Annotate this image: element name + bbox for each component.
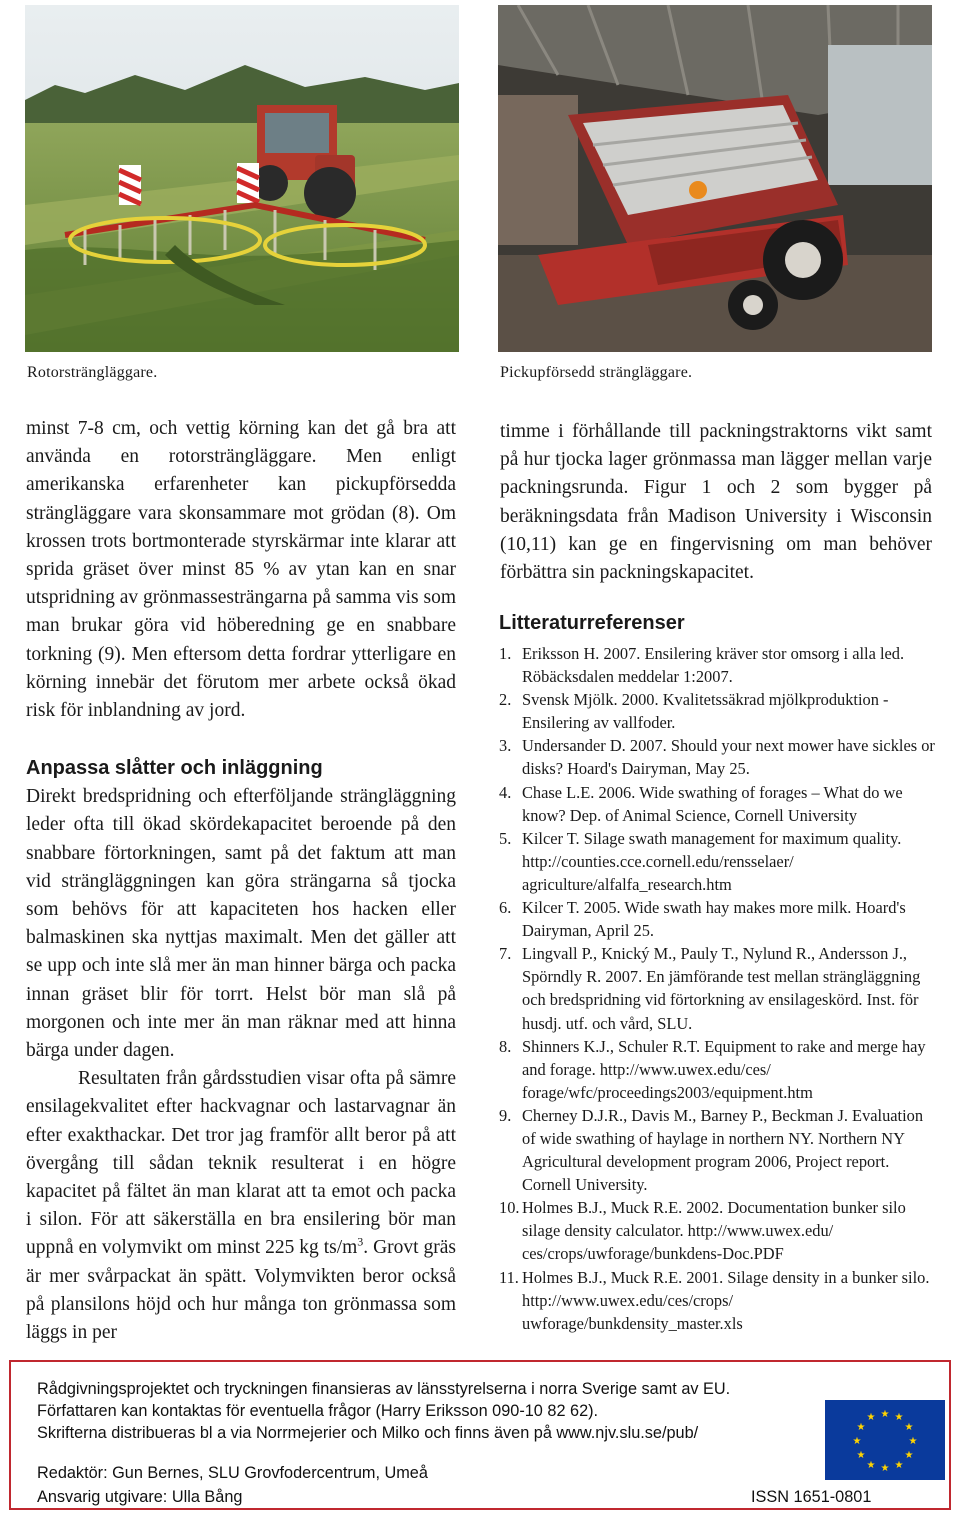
svg-text:★: ★ — [894, 1412, 904, 1423]
photo-caption-left: Rotorsträngläggare. — [27, 364, 158, 381]
svg-text:★: ★ — [904, 1450, 914, 1461]
footer-editor: Redaktör: Gun Bernes, SLU Grovfodercentrum, Umeå — [37, 1464, 428, 1482]
reference-item: 3. Undersander D. 2007. Should your next mower have sickles or disks? Hoard's Dairyman, May 25. — [499, 736, 935, 779]
footer-funding-line: Rådgivningsprojektet och tryckningen finansieras av länsstyrelserna i norra Sverige samt av EU. — [37, 1380, 731, 1398]
svg-text:★: ★ — [894, 1460, 904, 1471]
photo-pickup-swather — [498, 5, 932, 352]
svg-text:★: ★ — [880, 1409, 890, 1420]
svg-text:★: ★ — [880, 1463, 890, 1474]
reference-item: 6. Kilcer T. 2005. Wide swath hay makes more milk. Hoard's Dairyman, April 25. — [499, 898, 906, 941]
svg-text:★: ★ — [856, 1450, 866, 1461]
svg-text:★: ★ — [904, 1422, 914, 1433]
reference-item: 7. Lingvall P., Knický M., Pauly T., Nylund R., Andersson J., Spörndly R. 2007. En jämförande test mellan strängläggning och bredspridning vid förtorkning av ensilageskörd. Inst. för husdj. utf. och vård, SLU. — [499, 944, 921, 1033]
reference-item: 1. Eriksson H. 2007. Ensilering kräver stor omsorg i alla led. Röbäcksdalen meddelar 1:2007. — [499, 644, 905, 687]
right-column-paragraph: timme i förhållande till packningstraktorns vikt samt på hur tjocka lager grönmassa man lägger mellan varje packningsrunda. Figur 1 och 2 som bygger på beräkningsdata från Madison University i Wisconsin (10,11) kan ge en fingervisning om man behöver förbättra sin packningskapacitet. — [500, 421, 932, 584]
reference-item: 9. Cherney D.J.R., Davis M., Barney P., Beckman J. Evaluation of wide swathing of haylage in northern NY. Northern NY Agricultural development program 2006, Project report. Cornell University. — [499, 1105, 924, 1195]
photo-caption-right: Pickupförsedd strängläggare. — [500, 364, 693, 381]
reference-item: 5. Kilcer T. Silage swath management for maximum quality. http://counties.cce.cornell.edu/rensselaer/ agriculture/alfalfa_research.htm — [499, 828, 902, 894]
footer-issn: ISSN 1651-0801 — [751, 1488, 872, 1506]
svg-text:★: ★ — [852, 1436, 862, 1447]
svg-text:★: ★ — [856, 1422, 866, 1433]
photo-rotary-rake — [25, 5, 459, 352]
reference-item: 8. Shinners K.J., Schuler R.T. Equipment to rake and merge hay and forage. http://www.uwex.edu/ces/ forage/wfc/proceedings2003/equipment.htm — [499, 1036, 926, 1102]
svg-text:★: ★ — [866, 1460, 876, 1471]
svg-text:★: ★ — [908, 1436, 918, 1447]
footer-publisher: Ansvarig utgivare: Ulla Bång — [37, 1488, 243, 1506]
svg-text:★: ★ — [866, 1412, 876, 1423]
reference-item: 11. Holmes B.J., Muck R.E. 2001. Silage density in a bunker silo. http://www.uwex.edu/ces/crops/ uwforage/bunkdensity_master.xls — [499, 1267, 930, 1333]
reference-item: 2. Svensk Mjölk. 2000. Kvalitetssäkrad mjölkproduktion - Ensilering av vallfoder. — [499, 690, 889, 733]
reference-item: 4. Chase L.E. 2006. Wide swathing of forages – What do we know? Dep. of Animal Science, Cornell University — [499, 782, 903, 825]
paragraph: minst 7-8 cm, och vettig körning kan det gå bra att använda en rotorsträngläggare. Men enligt amerikanska erfarenheter kan pickupförsedda strängläggare vara skonsammare mot grödan (8). Om krossen trots bortmonterade styrskärmar inte klarar att sprida gräset över minst 85 % av ytan kan en snar utspridning av grönmassesträngarna på samma vis som man brukar göra vid höberedning ge en snabbare torkning (9). Men eftersom detta fordrar ytterligare en körning innebär det förutom mer arbete också ökad risk för inblandning av jord. — [26, 418, 456, 722]
section-heading: Anpassa slåtter och inläggning — [26, 757, 323, 780]
left-column — [26, 415, 456, 1347]
references-list — [499, 642, 939, 1335]
eu-flag-icon — [825, 1400, 945, 1480]
reference-item: 10. Holmes B.J., Muck R.E. 2002. Documentation bunker silo silage density calculator. http://www.uwex.edu/ ces/crops/uwforage/bunkdens-Doc.PDF — [499, 1198, 906, 1264]
footer-distribution-line: Skrifterna distribueras bl a via Norrmejerier och Milko och finns även på www.njv.slu.se/pub/ — [37, 1424, 699, 1442]
footer-contact-line: Författaren kan kontaktas för eventuella frågor (Harry Eriksson 090-10 82 62). — [37, 1402, 599, 1420]
paragraph: Resultaten från gårdsstudien visar ofta på sämre ensilagekvalitet efter hackvagnar och lastarvagnar än efter exakthackar. Det tror jag framför allt beror på att övergång till sådan teknik resulterat i en högre kapacitet på fältet än man klarat att ta emot och packa i silon. För att säkerställa en bra ensilering bör man uppnå en volymvikt om minst 225 kg $ts/m^3$. Grovt gräs är mer svårpackat än spätt. Volymvikten beror också på plansilons höjd och hur många ton grönmassa som läggs in per — [26, 1068, 456, 1344]
paragraph: Direkt bredspridning och efterföljande strängläggning leder ofta till ökad skördekapacitet beroende på den snabbare förtorkningen, samt på det faktum att man vid strängläggningen kan göra strängarna så tjocka som behövs för att kapaciteten hos hacken eller balmaskinen ska nyttjas maximalt. Men det gäller att se upp och inte slå mer än man hinner bärga och packa innan gräset blir för torrt. Helst bör man slå på morgonen och inte mer än man räknar med att hinna bärga under dagen. — [26, 786, 456, 1062]
references-heading: Litteraturreferenser — [499, 612, 685, 634]
footer-box — [9, 1360, 951, 1510]
